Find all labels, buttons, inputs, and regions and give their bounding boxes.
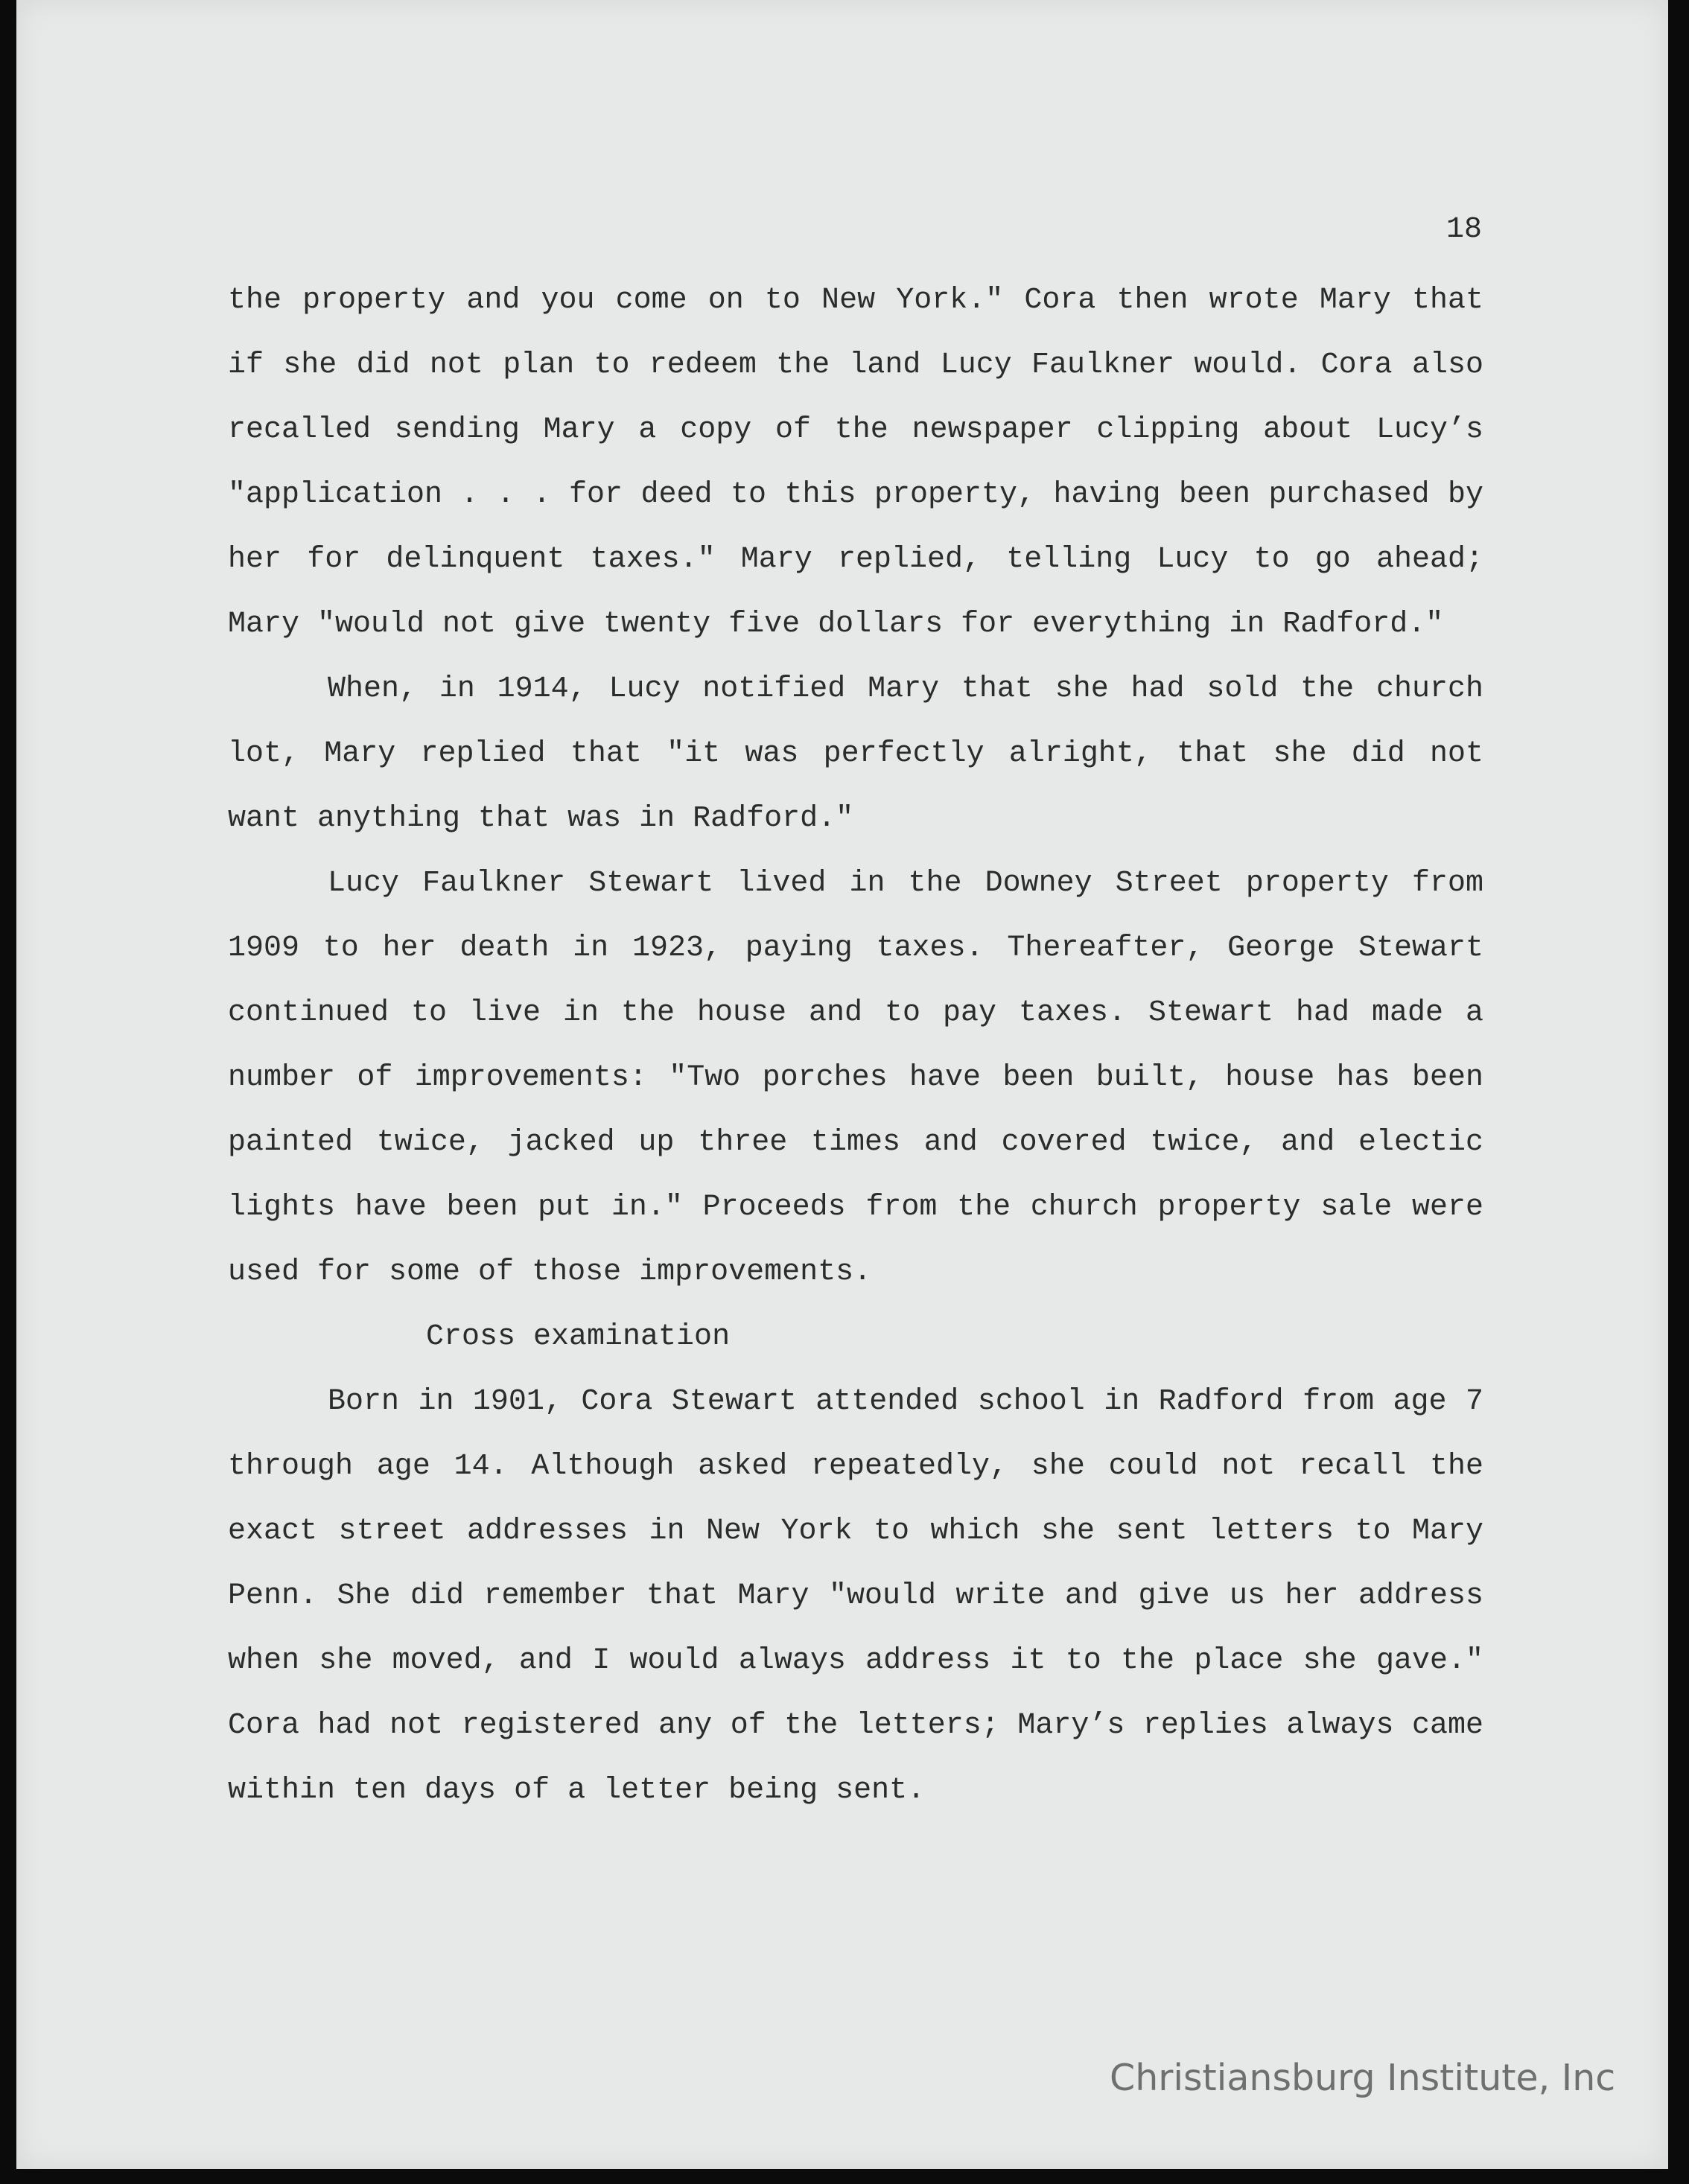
paragraph-4: Born in 1901, Cora Stewart attended school in Radford from age 7 through age 14. Although asked repeatedly, she could not recall the exact street addresses in New York to which she sent letters to Mary Penn. She did remember that Mary "would write and give us her address when she moved, and I would always address it to the place she gave." Cora had not registered any of the letters; Mary’s replies always came within ten days of a letter being sent.: [228, 1385, 1483, 1807]
watermark: Christiansburg Institute, Inc: [1110, 2057, 1616, 2099]
document-body: [228, 268, 1483, 1823]
paragraph-1: the property and you come on to New York." Cora then wrote Mary that if she did not plan to redeem the land Lucy Faulkner would. Cora also recalled sending Mary a copy of the newspaper clipping about Lucy’s "application . . . for deed to this property, having been purchased by her for delinquent taxes." Mary replied, telling Lucy to go ahead; Mary "would not give twenty five dollars for everything in Radford.": [228, 284, 1483, 641]
page-number: 18: [1446, 213, 1483, 246]
section-heading: Cross examination: [426, 1320, 731, 1354]
paragraph-3: Lucy Faulkner Stewart lived in the Downey Street property from 1909 to her death in 1923, paying taxes. Thereafter, George Stewart continued to live in the house and to pay taxes. Stewart had made a number of improvements: "Two porches have been built, house has been painted twice, jacked up three times and covered twice, and electic lights have been put in." Proceeds from the church property sale were used for some of those improvements.: [228, 867, 1483, 1289]
paragraph-2: When, in 1914, Lucy notified Mary that she had sold the church lot, Mary replied that "it was perfectly alright, that she did not want anything that was in Radford.": [228, 672, 1483, 835]
document-page: [16, 0, 1668, 2169]
